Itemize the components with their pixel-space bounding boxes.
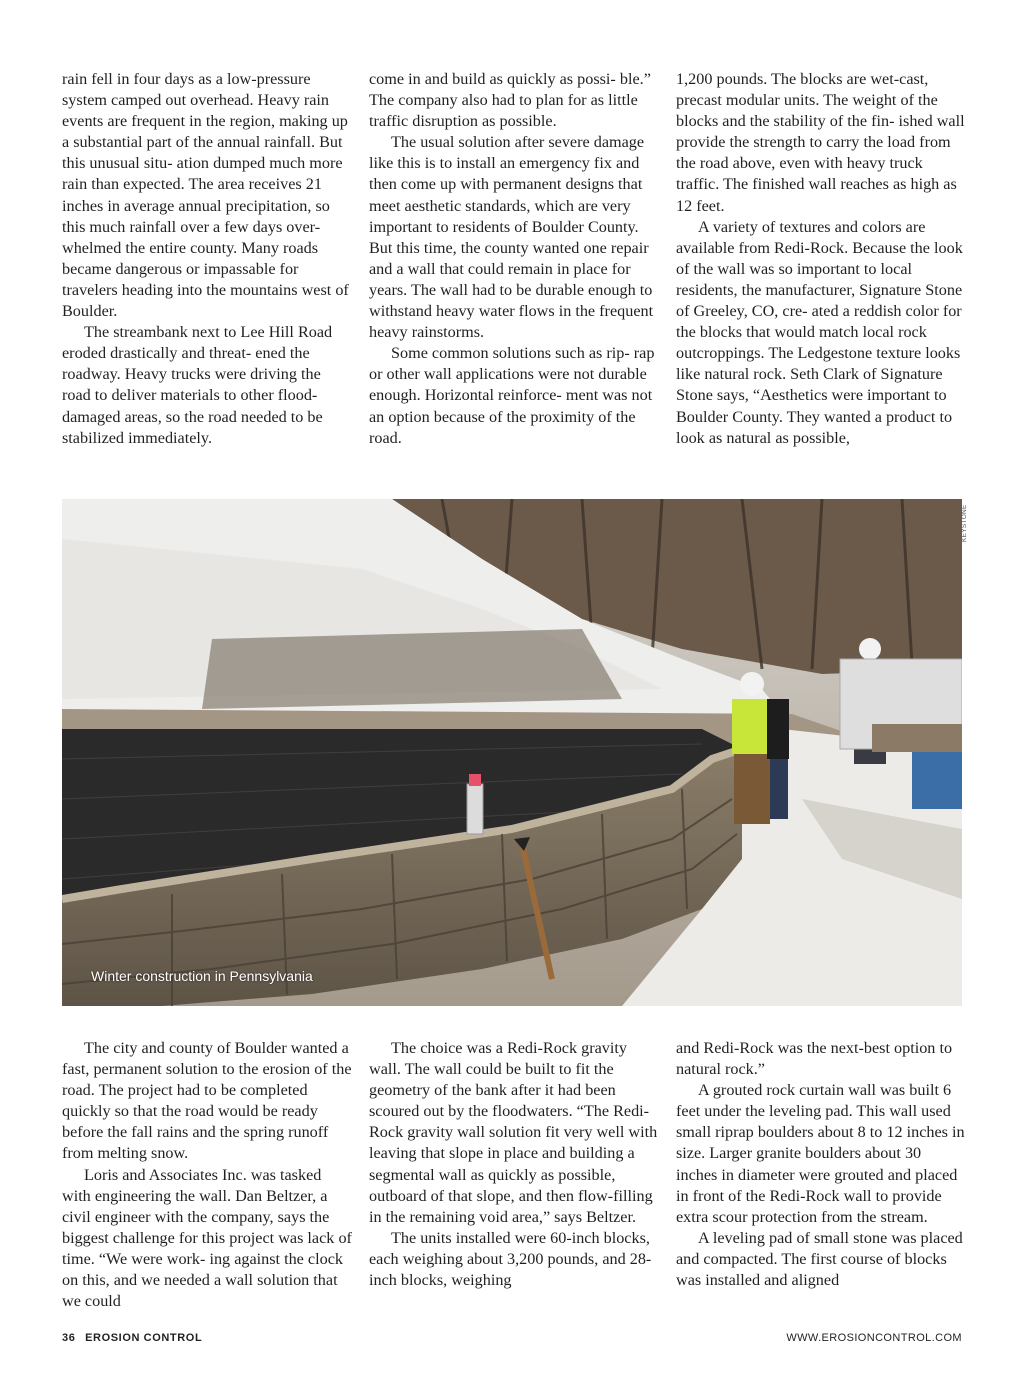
- photo-illustration: [62, 499, 962, 1006]
- article-column-top-right: [676, 69, 966, 449]
- paragraph: A leveling pad of small stone was placed and compacted. The first course of blocks was installed and aligned: [676, 1228, 963, 1290]
- paragraph: A variety of textures and colors are available from Redi-Rock. Because the look of the wall was so important to local residents, the manufacturer, Signature Stone of Greeley, CO, cre- ated a reddish color for the blocks that would match local rock outcroppings. The Ledgestone texture looks like natural rock. Seth Clark of Signature Stone says, “Aesthetics were important to Boulder County. They wanted a product to look as natural as possible,: [676, 217, 963, 447]
- article-column-bottom-middle: [369, 1038, 659, 1291]
- page-number: 36: [62, 1332, 76, 1344]
- paragraph: come in and build as quickly as possi- ble.” The company also had to plan for as little traffic disruption as possible.: [369, 70, 651, 131]
- construction-photo: [62, 499, 962, 1006]
- paragraph: The units installed were 60-inch blocks, each weighing about 3,200 pounds, and 28-inch blocks, weighing: [369, 1228, 652, 1290]
- article-column-top-middle: [369, 69, 659, 449]
- photo-credit: KEYSTONE: [961, 504, 968, 542]
- paragraph: The streambank next to Lee Hill Road eroded drastically and threat- ened the roadway. Heavy trucks were driving the road to deliver materials to other flood-damaged areas, so the road needed to be stabilized immediately.: [62, 323, 333, 447]
- paragraph: and Redi-Rock was the next-best option to natural rock.”: [676, 1039, 953, 1079]
- paragraph: 1,200 pounds. The blocks are wet-cast, precast modular units. The weight of the blocks and the stability of the fin- ished wall provide the strength to carry the load from the road above, even with heavy truck traffic. The finished wall reaches as high as 12 feet.: [676, 70, 965, 215]
- magazine-url[interactable]: WWW.EROSIONCONTROL.COM: [786, 1332, 962, 1344]
- page-footer-left: [62, 1332, 202, 1344]
- paragraph: Loris and Associates Inc. was tasked with engineering the wall. Dan Beltzer, a civil engineer with the company, says the biggest challenge for this project was lack of time. “We were work- ing against the clock on this, and we needed a wall solution that we could: [62, 1165, 352, 1311]
- paragraph: rain fell in four days as a low-pressure system camped out overhead. Heavy rain events are frequent in the region, making up a substantial part of the annual rainfall. But this unusual situ- ation dumped much more rain than expected. The area receives 21 inches in average annual precipitation, so this much rainfall over a few days over- whelmed the entire county. Many roads became dangerous or impassable for travelers heading into the mountains west of Boulder.: [62, 70, 349, 321]
- paragraph: A grouted rock curtain wall was built 6 feet under the leveling pad. This wall used small riprap boulders about 8 to 12 inches in size. Larger granite boulders about 30 inches in diameter were grouted and placed in front of the Redi-Rock wall to provide extra scour protection from the stream.: [676, 1081, 965, 1226]
- paragraph: The usual solution after severe damage like this is to install an emergency fix and then come up with permanent designs that meet aesthetic standards, which are very important to residents of Boulder County. But this time, the county wanted one repair and a wall that could remain in place for years. The wall had to be durable enough to withstand heavy water flows in the frequent heavy rainstorms.: [369, 133, 654, 342]
- photo-caption: Winter construction in Pennsylvania: [91, 968, 313, 984]
- paragraph: The city and county of Boulder wanted a fast, permanent solution to the erosion of the road. The project had to be completed quickly so that the road would be ready before the fall rains and the spring runoff from melting snow.: [62, 1039, 352, 1163]
- article-column-top-left: [62, 69, 352, 449]
- article-column-bottom-right: [676, 1038, 966, 1291]
- magazine-name: EROSION CONTROL: [85, 1332, 203, 1344]
- paragraph: Some common solutions such as rip- rap or other wall applications were not durable enough. Horizontal reinforce- ment was not an option because of the proximity of the road.: [369, 344, 655, 447]
- article-column-bottom-left: [62, 1038, 352, 1312]
- paragraph: The choice was a Redi-Rock gravity wall. The wall could be built to fit the geometry of the bank after it had been scoured out by the floodwaters. “The Redi-Rock gravity wall solution fit very well with leaving that slope in place and building a segmental wall as quickly as possible, outboard of that slope, and then flow-filling in the remaining void area,” says Beltzer.: [369, 1039, 658, 1226]
